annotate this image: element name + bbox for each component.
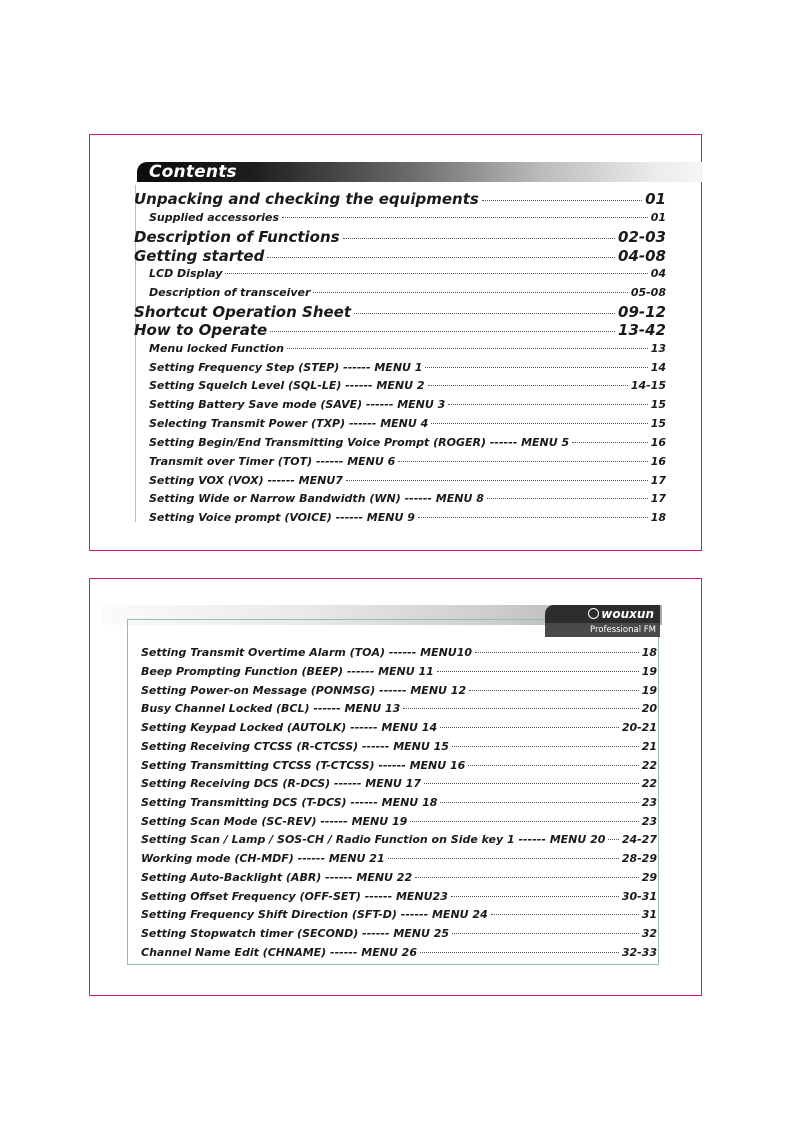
toc-entry-page: 21	[641, 740, 657, 753]
toc-entry	[149, 378, 666, 394]
toc-leader-dots	[388, 858, 619, 859]
toc-entry-label: Setting Scan / Lamp / SOS-CH / Radio Function on Side key 1 ------ MENU 20	[141, 833, 606, 846]
toc-entry-label: Setting Frequency Step (STEP) ------ MENU 1	[149, 361, 423, 374]
toc-leader-dots	[282, 217, 648, 218]
toc-entry-page: 32	[641, 927, 657, 940]
toc-leader-dots	[437, 671, 639, 672]
toc-entry-page: 04	[650, 267, 666, 280]
toc-entry-page: 04-08	[618, 247, 666, 265]
toc-entry	[141, 814, 657, 830]
toc-entry-label: Transmit over Timer (TOT) ------ MENU 6	[149, 455, 396, 468]
toc-entry-page: 30-31	[621, 890, 657, 903]
toc-leader-dots	[487, 498, 648, 499]
toc-entry	[149, 510, 666, 526]
toc-entry	[149, 473, 666, 489]
contents-page-2	[89, 578, 702, 996]
toc-leader-dots	[403, 708, 638, 709]
contents-page-1	[89, 134, 702, 551]
toc-leader-dots	[448, 404, 647, 405]
toc-entry	[141, 664, 657, 680]
toc-entry-label: LCD Display	[149, 267, 223, 280]
toc-leader-dots	[270, 331, 615, 332]
toc-entry-label: Setting Battery Save mode (SAVE) ------ MENU 3	[149, 398, 446, 411]
toc-leader-dots	[608, 839, 618, 840]
toc-entry-page: 23	[641, 796, 657, 809]
toc-entry-page: 13-42	[618, 321, 666, 339]
toc-leader-dots	[225, 273, 647, 274]
toc-entry-label: Shortcut Operation Sheet	[134, 303, 352, 321]
toc-entry-page: 19	[641, 684, 657, 697]
brand-logo	[545, 605, 660, 649]
toc-entry	[141, 739, 657, 755]
toc-entry-label: Selecting Transmit Power (TXP) ------ MENU 4	[149, 417, 429, 430]
toc-entry-page: 16	[650, 436, 666, 449]
toc-entry-page: 02-03	[618, 228, 666, 246]
toc-entry-label: Setting Scan Mode (SC-REV) ------ MENU 19	[141, 815, 408, 828]
toc-entry-page: 18	[650, 511, 666, 524]
toc-leader-dots	[431, 423, 647, 424]
toc-entry	[149, 285, 666, 301]
toc-entry-label: Busy Channel Locked (BCL) ------ MENU 13	[141, 702, 401, 715]
toc-entry-label: Setting Frequency Shift Direction (SFT-D) ------ MENU 24	[141, 908, 488, 921]
toc-entry	[134, 247, 666, 266]
toc-leader-dots	[354, 313, 615, 314]
toc-entry-page: 20	[641, 702, 657, 715]
toc-leader-dots	[475, 652, 639, 653]
toc-leader-dots	[468, 765, 638, 766]
toc-entry-page: 14	[650, 361, 666, 374]
toc-entry-label: How to Operate	[134, 321, 268, 339]
toc-entry	[149, 416, 666, 432]
toc-entry	[149, 435, 666, 451]
toc-entry	[141, 683, 657, 699]
toc-entry-page: 29	[641, 871, 657, 884]
toc-leader-dots	[482, 200, 642, 201]
toc-entry	[141, 720, 657, 736]
toc-entry	[141, 889, 657, 905]
toc-leader-dots	[410, 821, 638, 822]
toc-leader-dots	[440, 802, 638, 803]
toc-leader-dots	[343, 238, 615, 239]
toc-entry-label: Description of transceiver	[149, 286, 311, 299]
brand-tagline: Professional FM Transceiver	[545, 623, 660, 637]
toc-entry-page: 22	[641, 777, 657, 790]
toc-entry-page: 15	[650, 417, 666, 430]
toc-entry	[149, 360, 666, 376]
toc-leader-dots	[424, 783, 639, 784]
toc-leader-dots	[491, 914, 639, 915]
toc-entry-label: Working mode (CH-MDF) ------ MENU 21	[141, 852, 385, 865]
toc-leader-dots	[428, 385, 628, 386]
toc-entry	[141, 776, 657, 792]
toc-leader-dots	[572, 442, 648, 443]
contents-header-band	[137, 162, 703, 182]
wouxun-logo-icon	[588, 608, 599, 619]
toc-entry-page: 05-08	[630, 286, 666, 299]
toc-entry-label: Setting Auto-Backlight (ABR) ------ MENU 22	[141, 871, 413, 884]
toc-entry-page: 24-27	[621, 833, 657, 846]
toc-leader-dots	[469, 690, 639, 691]
toc-entry-page: 19	[641, 665, 657, 678]
toc-leader-dots	[346, 480, 648, 481]
toc-entry-page: 13	[650, 342, 666, 355]
toc-entry	[141, 926, 657, 942]
toc-entry	[141, 907, 657, 923]
toc-entry	[149, 210, 666, 226]
toc-entry	[149, 491, 666, 507]
toc-entry-page: 22	[641, 759, 657, 772]
toc-entry-page: 01	[650, 211, 666, 224]
toc-leader-dots	[267, 257, 615, 258]
toc-entry	[141, 870, 657, 886]
toc-entry	[141, 758, 657, 774]
toc-entry-label: Setting Wide or Narrow Bandwidth (WN) ------ MENU 8	[149, 492, 484, 505]
toc-entry	[134, 190, 666, 209]
toc-entry-label: Setting Voice prompt (VOICE) ------ MENU 9	[149, 511, 415, 524]
toc-entry	[141, 701, 657, 717]
toc-entry	[141, 795, 657, 811]
toc-entry	[134, 228, 666, 247]
toc-entry-label: Setting Keypad Locked (AUTOLK) ------ MENU 14	[141, 721, 438, 734]
toc-leader-dots	[415, 877, 639, 878]
logo-wordmark	[545, 605, 660, 623]
toc-entry	[149, 266, 666, 282]
toc-leader-dots	[452, 933, 639, 934]
toc-entry	[149, 397, 666, 413]
toc-entry-label: Setting Transmitting CTCSS (T-CTCSS) ------ MENU 16	[141, 759, 466, 772]
toc-entry-label: Setting Power-on Message (PONMSG) ------ MENU 12	[141, 684, 467, 697]
toc-entry	[141, 945, 657, 961]
toc-entry	[134, 321, 666, 340]
toc-entry-page: 28-29	[621, 852, 657, 865]
toc-entry-label: Beep Prompting Function (BEEP) ------ MENU 11	[141, 665, 434, 678]
toc-entry-page: 20-21	[621, 721, 657, 734]
toc-entry-page: 31	[641, 908, 657, 921]
toc-entry-label: Setting Transmit Overtime Alarm (TOA) ------ MENU10	[141, 646, 473, 659]
toc-entry-page: 14-15	[630, 379, 666, 392]
toc-entry-page: 17	[650, 474, 666, 487]
toc-entry-label: Menu locked Function	[149, 342, 284, 355]
toc-entry	[149, 454, 666, 470]
toc-entry-label: Setting Begin/End Transmitting Voice Prompt (ROGER) ------ MENU 5	[149, 436, 570, 449]
toc-entry-label: Setting Squelch Level (SQL-LE) ------ MENU 2	[149, 379, 425, 392]
toc-entry-label: Setting Receiving CTCSS (R-CTCSS) ------ MENU 15	[141, 740, 449, 753]
toc-entry	[149, 341, 666, 357]
toc-leader-dots	[451, 896, 619, 897]
toc-entry-page: 16	[650, 455, 666, 468]
toc-entry	[141, 645, 657, 661]
contents-title: Contents	[149, 162, 237, 182]
toc-entry	[141, 851, 657, 867]
toc-leader-dots	[425, 367, 647, 368]
toc-leader-dots	[452, 746, 639, 747]
toc-entry-page: 23	[641, 815, 657, 828]
toc-entry-label: Setting Receiving DCS (R-DCS) ------ MENU 17	[141, 777, 421, 790]
toc-entry-label: Channel Name Edit (CHNAME) ------ MENU 26	[141, 946, 417, 959]
toc-leader-dots	[398, 461, 647, 462]
toc-entry-page: 32-33	[621, 946, 657, 959]
toc-entry-label: Setting Offset Frequency (OFF-SET) ------ MENU23	[141, 890, 448, 903]
toc-entry	[134, 303, 666, 322]
toc-entry-page: 01	[645, 190, 666, 208]
toc-entry-label: Setting Transmitting DCS (T-DCS) ------ MENU 18	[141, 796, 438, 809]
toc-entry-label: Getting started	[134, 247, 265, 265]
toc-entry-label: Unpacking and checking the equipments	[134, 190, 479, 208]
toc-entry-page: 15	[650, 398, 666, 411]
toc-entry-page: 17	[650, 492, 666, 505]
logo-text: wouxun	[601, 607, 654, 621]
toc-leader-dots	[287, 348, 648, 349]
toc-entry-label: Setting Stopwatch timer (SECOND) ------ MENU 25	[141, 927, 450, 940]
toc-leader-dots	[440, 727, 619, 728]
toc-leader-dots	[418, 517, 648, 518]
toc-leader-dots	[313, 292, 627, 293]
toc-entry-page: 09-12	[618, 303, 666, 321]
toc-entry-label: Description of Functions	[134, 228, 340, 246]
toc-leader-dots	[420, 952, 619, 953]
toc-entry-page: 18	[641, 646, 657, 659]
toc-entry	[141, 832, 657, 848]
toc-entry-label: Supplied accessories	[149, 211, 279, 224]
toc-entry-label: Setting VOX (VOX) ------ MENU7	[149, 474, 343, 487]
